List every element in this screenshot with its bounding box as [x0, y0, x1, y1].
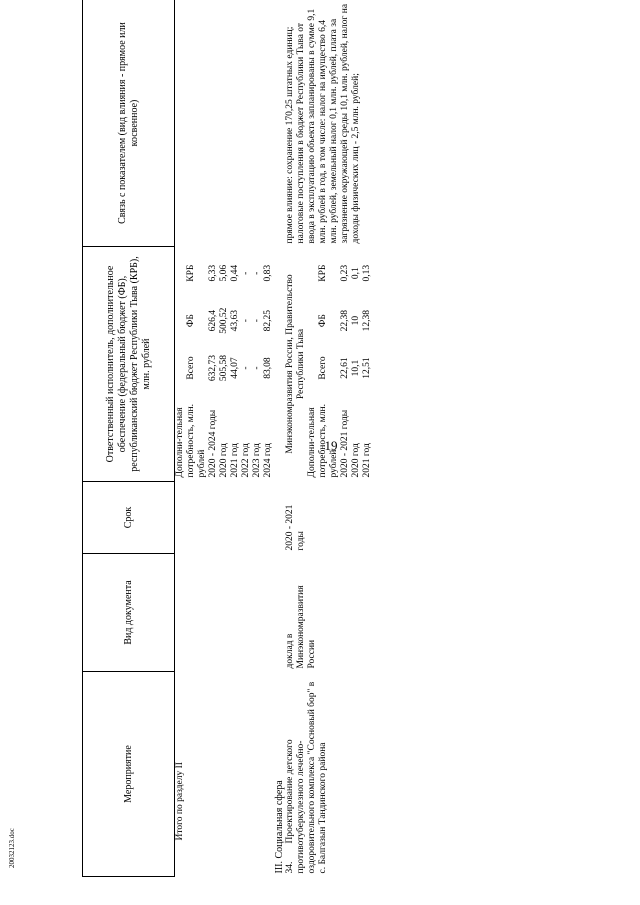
header-event: Мероприятие	[83, 672, 175, 877]
row34-number: 34.	[285, 861, 295, 874]
row34-link: прямое влияние: сохранение 170,25 штатных единиц; налоговые поступления в бюджет Республики Тыва от ввода в эксплуатацию объекта запланированы в сумме 9,1 млн. рублей в год, в том числе: налог на имущество 6,4 млн. рублей, земельный налог 0,1 млн. рублей, плата за загрязнение окружающей среды 10,1 млн. рублей, налог на доходы физических лиц - 2,5 млн. рублей;	[285, 3, 361, 244]
header-term: Срок	[83, 482, 175, 554]
total-row	[175, 0, 275, 877]
section-title: III. Социальная сфера	[274, 780, 285, 874]
row34-event: Проектирование детского противотуберкулезного лечебно-оздоровительного комплекса "Сосновый бор" в с. Балгазын Тандинского района	[285, 681, 328, 874]
footer-code: 20032123.doc	[8, 828, 16, 868]
page-number: 19	[324, 438, 338, 453]
header-responsible: Ответственный исполнитель, дополнительное обеспечение (федеральный бюджет (ФБ), республиканский бюджет Республики Тыва (КРБ), млн. рублей	[83, 247, 175, 482]
total-need-label: Дополни-тельная потребность, млн. рублей	[175, 403, 207, 478]
header-link: Связь с показателем (вид влияния - прямое или косвенное)	[83, 0, 175, 247]
row34-finance-table: Дополни-тельная потребность, млн. рублей Всего ФБ КРБ 2020 - 2021 годы 22,61 22,38 0,23 2020 год 10,1 10 0,1 2021 год 12,51 12,38 0,13	[307, 250, 373, 479]
section-row	[274, 0, 285, 877]
total-finance-row: 2023 год - - -	[252, 271, 262, 478]
row34-responsible-cell	[285, 247, 373, 482]
table-header-row	[83, 0, 175, 877]
row34-finance-row: 2021 год 12,51 12,38 0,13	[362, 264, 372, 478]
total-finance-row: 2020 - 2024 годы 632,73 626,4 6,33	[208, 264, 218, 478]
rotated-table-sheet	[82, 0, 622, 877]
row34-responsible: Минэкономразвития России, Правительство Республики Тыва	[285, 274, 306, 454]
total-finance-table: Дополни-тельная потребность, млн. рублей Всего ФБ КРБ 2020 - 2024 годы 632,73 626,4 6,33 2020 год 505,58 500,52 5,06 2021 год 44,07 43,63 0,44 2022 год - - - 2023 год - - - 2024 год 83,08 82,25 0,83	[175, 250, 274, 479]
row34-finance-row: 2020 - 2021 годы 22,61 22,38 0,23	[340, 264, 350, 478]
total-label: Итого по разделу II	[175, 762, 185, 841]
table-row	[285, 0, 373, 877]
row34-doc-type: доклад в Минэкономразвития России	[285, 585, 317, 669]
row34-finance-row: 2020 год 10,1 10 0,1	[351, 267, 361, 478]
row34-need-label: Дополни-тельная потребность, млн. рублей	[307, 403, 339, 478]
total-finance	[175, 247, 275, 482]
total-finance-row: 2024 год 83,08 82,25 0,83	[263, 264, 273, 478]
row34-event-cell	[285, 672, 373, 877]
total-finance-row: 2021 год 44,07 43,63 0,44	[230, 264, 240, 478]
header-doc-type: Вид документа	[83, 554, 175, 672]
total-finance-row: 2020 год 505,58 500,52 5,06	[219, 264, 229, 478]
total-finance-row: 2022 год - - -	[241, 271, 251, 478]
row34-term: 2020 - 2021 годы	[285, 504, 306, 551]
main-table	[82, 0, 373, 877]
